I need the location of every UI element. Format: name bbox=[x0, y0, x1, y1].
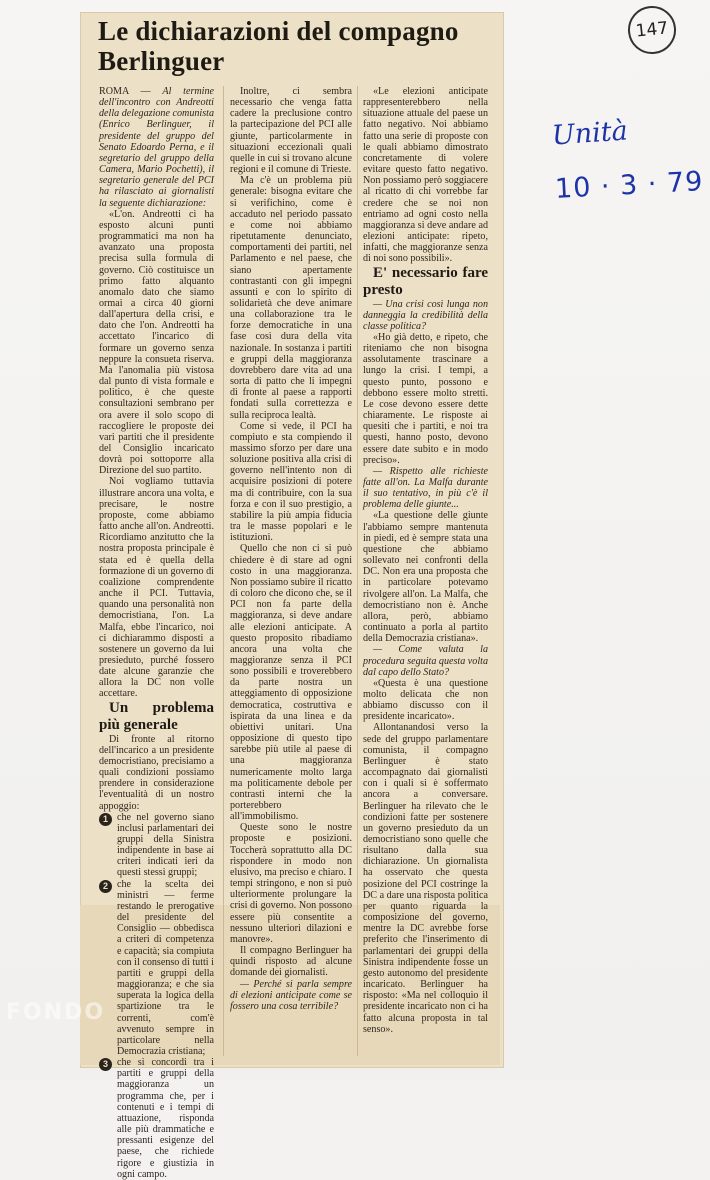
column-2 bbox=[230, 86, 352, 1061]
handwritten-date: 10 · 3 · 79 bbox=[554, 166, 705, 205]
paragraph: Noi vogliamo tuttavia illustrare ancora una volta, e precisare, le nostre proposte, come abbiamo fatto anche all'on. Andreotti. Ricordiamo anzitutto che la nostra proposta principale è stata ed è quella della formazione di un governo di coalizione comprendente anche il PCI. Tuttavia, quando una personalità non democristiana, l'on. La Malfa, ebbe l'incarico, noi ci dichiarammo disposti a sostenere un governo da lui presieduto, purché fossero date alcune garanzie che allora la DC non volle accettare. bbox=[99, 476, 214, 700]
archive-watermark: FONDO bbox=[6, 1000, 106, 1025]
paragraph: Di fronte al ritorno dell'incarico a un presidente democristiano, precisiamo a quali condizioni possiamo prendere in considerazione l'eventualità di un nostro appoggio: bbox=[99, 733, 214, 812]
answer: «Ho già detto, e ripeto, che riteniamo che non bisogna assolutamente trascinare a lungo la crisi. I tempi, a questo punto, possono e debbono essere molto stretti. Le cose devono essere dette chiaramente. Le risposte ai quesiti che i partiti, e noi tra questi, hanno posto, devono essere date subito e in modo preciso». bbox=[363, 331, 488, 466]
lead-text: Al termine dell'incontro con Andreotti della delegazione comunista (Enrico Berlinguer, il presidente del gruppo del Senato Edoardo Perna, e il segretario del gruppo della Camera, Mario Pochetti), il segretario generale del PCI ha rilasciato ai giornalisti la seguente dichiarazione: bbox=[99, 86, 214, 209]
list-item bbox=[99, 812, 214, 879]
headline: Le dichiarazioni del compagno Berlinguer bbox=[98, 16, 459, 76]
subheading: Un problema più generale bbox=[99, 699, 214, 733]
list-item-text: che si concordi tra i partiti e gruppi della maggioranza un programma che, per i contenuti e i tempi di attuazione, risponda alle più drammatiche e pressanti esigenze del paese, che richiede rigore e giustizia in ogni campo. bbox=[117, 1057, 214, 1180]
question: — Perché si parla sempre di elezioni anticipate come se fossero una cosa terribile? bbox=[230, 978, 352, 1012]
subheading: E' necessario fare presto bbox=[363, 264, 488, 298]
paragraph: Il compagno Berlinguer ha quindi risposto ad alcune domande dei giornalisti. bbox=[230, 945, 352, 979]
list-item bbox=[99, 1057, 214, 1180]
paragraph: Come si vede, il PCI ha compiuto e sta compiendo il massimo sforzo per dare una soluzione positiva alla crisi di governo nell'intento non di acquisire posizioni di potere ma di contribuire, con la sua forza e con il suo prestigio, a stabilire la più ampia fiducia tra le masse popolari e le istituzioni. bbox=[230, 420, 352, 544]
answer: «La questione delle giunte l'abbiamo sempre mantenuta in piedi, ed è sempre stata una questione che abbiamo sollevato nei confronti della DC. Non era una proposta che in particolare potevamo rivolgere all'on. La Malfa, che democristiano non è. Anche allora, però, abbiamo continuato a porla al partito della Democrazia cristiana». bbox=[363, 510, 488, 645]
question: — Una crisi così lunga non danneggia la credibilità della classe politica? bbox=[363, 298, 488, 332]
answer: «Questa è una questione molto delicata che non abbiamo discusso con il presidente incaricato». bbox=[363, 677, 488, 723]
lead-paragraph bbox=[99, 86, 214, 209]
column-3 bbox=[363, 86, 488, 1061]
paragraph: «Le elezioni anticipate rappresenterebbero nella situazione attuale del paese un fatto negativo. Noi abbiamo fatto una serie di proposte con le quali abbiamo dimostrato concretamente di volere evitare questo fatto negativo. Non possiamo però soggiacere al ricatto di chi vorrebbe far credere che se noi non entriamo ad ogni costo nella maggioranza si deve andare ad elezioni anticipate: ripeto, infatti, che maggioranze senza di noi sono possibili». bbox=[363, 86, 488, 265]
column-rule bbox=[357, 86, 358, 1056]
paragraph: Allontanandosi verso la sede del gruppo parlamentare comunista, il compagno Berlinguer è stato accompagnato dai giornalisti con i quali si è soffermato ancora a conversare. Berlinguer ha rilevato che le condizioni fatte per sostenere un governo presieduto da un democristiano sono quelle che risultano dalla sua dichiarazione. Un giornalista ha osservato che questa posizione del PCI costringe la DC a dare una risposta politica per quanto riguarda la composizione del governo, mentre la DC avrebbe forse preferito che l'inserimento di parlamentari dei gruppi della Sinistra indipendente fosse un gesto autonomo del presidente incaricato. Berlinguer ha risposto: «Ma nel colloquio il presidente incaricato non ci ha fatto alcuna proposta in tal senso». bbox=[363, 722, 488, 1035]
list-item bbox=[99, 879, 214, 1058]
dateline: ROMA — bbox=[99, 86, 151, 97]
column-1 bbox=[99, 86, 214, 1180]
number-badge: 3 bbox=[99, 1058, 112, 1071]
paragraph: Ma c'è un problema più generale: bisogna evitare che si verifichino, come è accaduto nel periodo passato e come noi abbiamo ripetutamente denunciato, comportamenti dei partiti, nel Parlamento e nel paese, che siano apertamente contrastanti con gli impegni assunti e con lo spirito di solidarietà che deve animare una collaborazione tra le forze democratiche in una fase così dura della vita nazionale. In sostanza i partiti e gruppi della maggioranza dovrebbero dare vita ad una sorta di patto che li impegni di fronte al paese a rapporti fondati sulla correttezza e sulla reciproca lealtà. bbox=[230, 175, 352, 421]
list-item-text: che nel governo siano inclusi parlamentari dei gruppi della Sinistra indipendente in base ai criteri indicati ieri da questi stessi gruppi; bbox=[117, 811, 214, 879]
question: — Rispetto alle richieste fatte all'on. La Malfa durante il suo tentativo, in più c'è il problema delle giunte... bbox=[363, 465, 488, 511]
paragraph: Quello che non ci si può chiedere è di stare ad ogni costo in una maggioranza. Non possiamo subire il ricatto di coloro che dicono che, se il PCI non fa parte della maggioranza, si deve andare alle elezioni anticipate. A questo proposito ribadiamo ancora una volta che maggioranze senza il PCI sono possibili e troverebbero da parte nostra un atteggiamento di opposizione democratica, costruttiva e ispirata da una linea e da obiettivi unitari. Una opposizione di questo tipo sarebbe più utile al paese di una maggioranza numericamente molto larga ma politicamente debole per contrasti interni che la porterebbero all'immobilismo. bbox=[230, 543, 352, 823]
number-badge: 1 bbox=[99, 813, 112, 826]
question: — Come valuta la procedura seguita questa volta dal capo dello Stato? bbox=[363, 644, 488, 678]
page-number-stamp: 147 bbox=[626, 4, 679, 57]
handwritten-newspaper-name: Unità bbox=[551, 115, 629, 152]
list-item-text: che la scelta dei ministri — ferme restando le prerogative del presidente del Consiglio — obbedisca a criteri di competenza e capacità; sia compiuta con il consenso di tutti i partiti e gruppi della maggioranza; e che sia superata la logica della spartizione tra le correnti, com'è avvenuto sempre in particolare nella Democrazia cristiana; bbox=[117, 878, 214, 1057]
paragraph: «L'on. Andreotti ci ha esposto alcuni punti programmatici ma non ha avanzato una proposta precisa sulla formula di governo. Ciò costituisce un primo fatto alquanto anomalo dato che siamo ormai a circa 40 giorni dall'apertura della crisi, e dato che l'on. Andreotti ha accettato l'incarico di formare un governo senza neppure la consueta riserva. Ma l'anomalia più vistosa dal punto di vista formale e politico, è che queste consultazioni sembrano per ora avere il solo scopo di raccogliere le proposte dei vari partiti che il presidente del Consiglio incaricato dovrà poi sottoporre alla Direzione del suo partito. bbox=[99, 208, 214, 477]
paragraph: Inoltre, ci sembra necessario che venga fatta cadere la preclusione contro la partecipazione del PCI alle giunte, particolarmente in situazioni eccezionali quali quelle in cui si trovano alcune regioni e il comune di Trieste. bbox=[230, 86, 352, 176]
column-rule bbox=[223, 86, 224, 1056]
paragraph: Queste sono le nostre proposte e posizioni. Toccherà soprattutto alla DC rispondere in modo non elusivo, ma preciso e chiaro. I tempi stringono, e non si può ulteriormente prolungare la crisi di governo. Non possono essere più consentite a nessuno ulteriori dilazioni e manovre». bbox=[230, 822, 352, 945]
number-badge: 2 bbox=[99, 880, 112, 893]
